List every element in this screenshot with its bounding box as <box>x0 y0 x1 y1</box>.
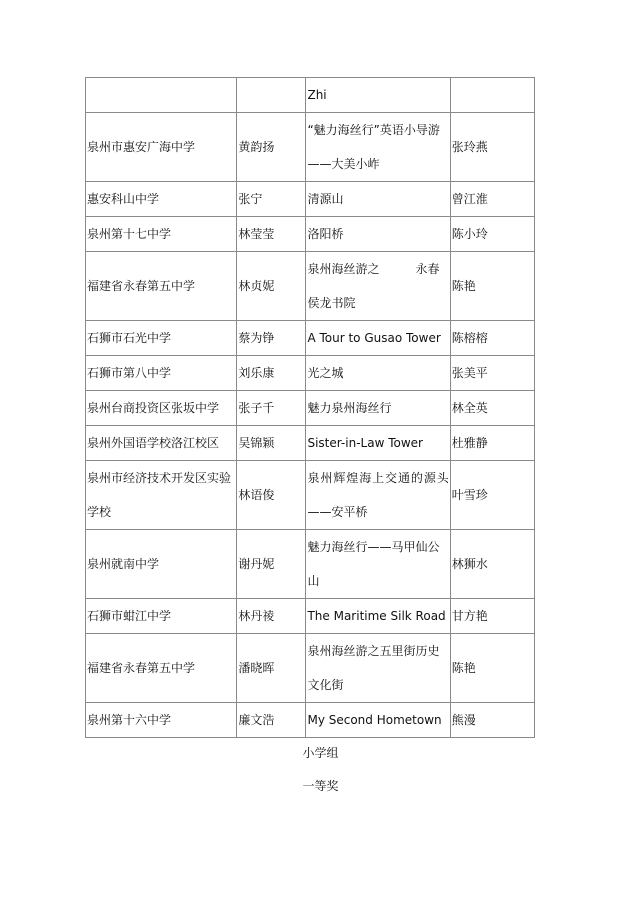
student-cell: 蔡为铮 <box>237 321 306 356</box>
teacher-cell: 张美平 <box>450 356 534 391</box>
group-heading-text: 小学组 <box>302 746 339 760</box>
table-row <box>86 252 535 321</box>
school-cell: 石狮市第八中学 <box>86 356 237 391</box>
school-cell: 惠安科山中学 <box>86 182 237 217</box>
teacher-cell: 甘方艳 <box>450 599 534 634</box>
student-cell: 林丹祾 <box>237 599 306 634</box>
title-cell: 泉州辉煌海上交通的源头——安平桥 <box>306 461 450 530</box>
teacher-cell: 曾江淮 <box>450 182 534 217</box>
title-cell: 泉州海丝游之五里街历史文化街 <box>306 634 450 703</box>
title-cell: 魅力泉州海丝行 <box>306 391 450 426</box>
school-cell: 泉州第十六中学 <box>86 703 237 738</box>
title-cell: 光之城 <box>306 356 450 391</box>
teacher-cell: 叶雪珍 <box>450 461 534 530</box>
title-cell: 泉州海丝游之 永春侯龙书院 <box>306 252 450 321</box>
school-cell: 石狮市蚶江中学 <box>86 599 237 634</box>
school-cell: 石狮市石光中学 <box>86 321 237 356</box>
title-cell: My Second Hometown <box>306 703 450 738</box>
title-cell: “魅力海丝行”英语小导游——大美小岞 <box>306 113 450 182</box>
table-row <box>86 426 535 461</box>
teacher-cell: 林狮水 <box>450 530 534 599</box>
school-cell: 泉州就南中学 <box>86 530 237 599</box>
teacher-cell: 熊漫 <box>450 703 534 738</box>
school-cell: 泉州外国语学校洛江校区 <box>86 426 237 461</box>
teacher-cell <box>450 78 534 113</box>
teacher-cell: 陈艳 <box>450 252 534 321</box>
student-cell: 吴锦颖 <box>237 426 306 461</box>
school-cell: 泉州市惠安广海中学 <box>86 113 237 182</box>
table-row <box>86 78 535 113</box>
student-cell: 张子千 <box>237 391 306 426</box>
teacher-cell: 张玲燕 <box>450 113 534 182</box>
group-heading <box>0 745 641 761</box>
title-cell: Zhi <box>306 78 450 113</box>
student-cell: 潘晓晖 <box>237 634 306 703</box>
title-cell: 魅力海丝行——马甲仙公山 <box>306 530 450 599</box>
table-row <box>86 356 535 391</box>
student-cell: 张宁 <box>237 182 306 217</box>
school-cell: 福建省永春第五中学 <box>86 252 237 321</box>
teacher-cell: 陈小玲 <box>450 217 534 252</box>
table-row <box>86 703 535 738</box>
student-cell: 谢丹妮 <box>237 530 306 599</box>
table-row <box>86 321 535 356</box>
student-cell: 黄韵扬 <box>237 113 306 182</box>
table-row <box>86 599 535 634</box>
title-cell: Sister-in-Law Tower <box>306 426 450 461</box>
school-cell: 泉州市经济技术开发区实验学校 <box>86 461 237 530</box>
table-row <box>86 634 535 703</box>
prize-heading <box>0 778 641 794</box>
title-cell: 清源山 <box>306 182 450 217</box>
teacher-cell: 林全英 <box>450 391 534 426</box>
table-row <box>86 217 535 252</box>
title-cell: 洛阳桥 <box>306 217 450 252</box>
student-cell: 林贞妮 <box>237 252 306 321</box>
student-cell: 林语俊 <box>237 461 306 530</box>
table-row <box>86 530 535 599</box>
table-row <box>86 113 535 182</box>
school-cell <box>86 78 237 113</box>
award-table <box>85 77 535 738</box>
school-cell: 泉州台商投资区张坂中学 <box>86 391 237 426</box>
table-row <box>86 182 535 217</box>
school-cell: 福建省永春第五中学 <box>86 634 237 703</box>
table-row <box>86 391 535 426</box>
student-cell: 林莹莹 <box>237 217 306 252</box>
student-cell <box>237 78 306 113</box>
title-cell: The Maritime Silk Road <box>306 599 450 634</box>
student-cell: 廉文浩 <box>237 703 306 738</box>
teacher-cell: 陈榕榕 <box>450 321 534 356</box>
table-row <box>86 461 535 530</box>
student-cell: 刘乐康 <box>237 356 306 391</box>
title-cell: A Tour to Gusao Tower <box>306 321 450 356</box>
teacher-cell: 杜雅静 <box>450 426 534 461</box>
teacher-cell: 陈艳 <box>450 634 534 703</box>
prize-heading-text: 一等奖 <box>302 779 339 793</box>
school-cell: 泉州第十七中学 <box>86 217 237 252</box>
